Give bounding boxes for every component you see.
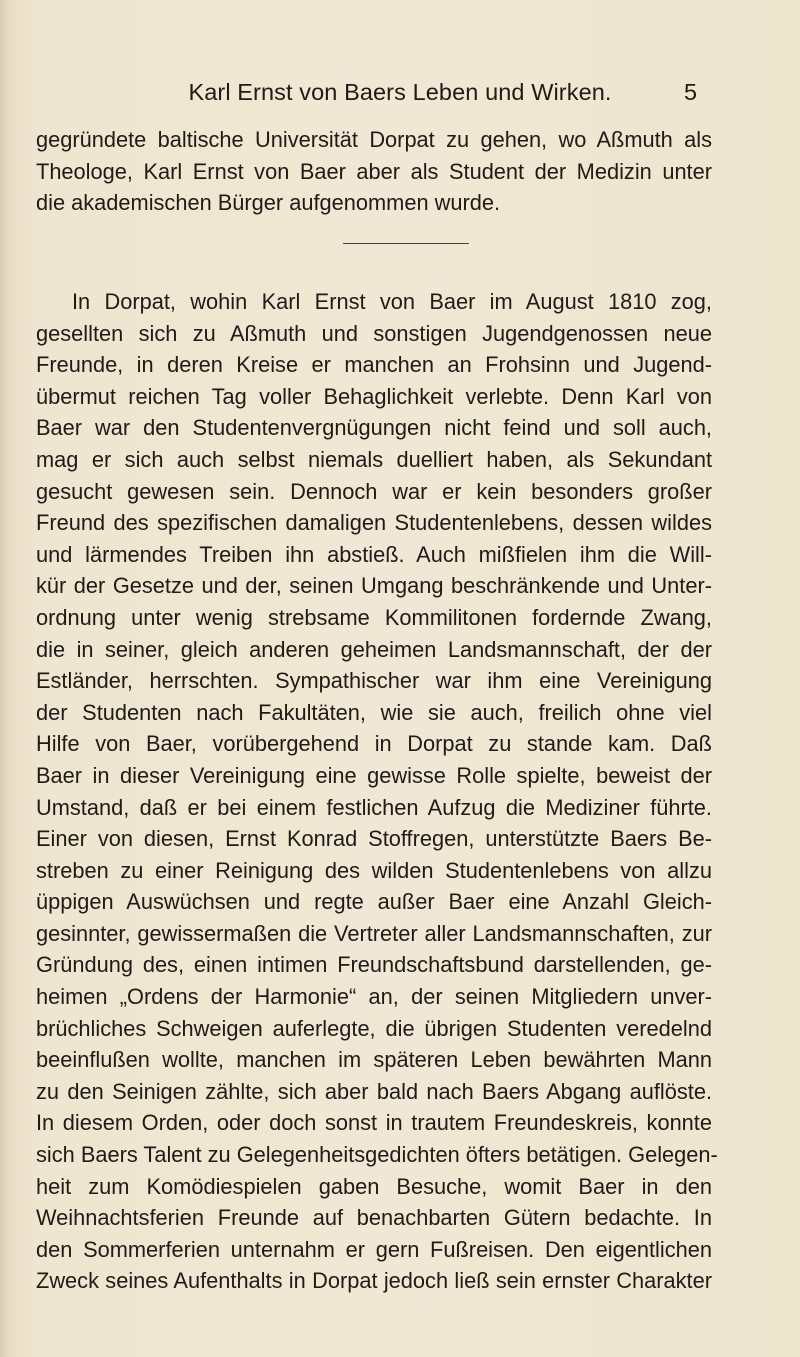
text-line: heimen „Ordens der Harmonie“ an, der seinen Mitgliedern unver- [36,984,712,1010]
paragraph-2 [36,286,718,1297]
paragraph-1 [36,124,712,219]
text-line: Baer in dieser Vereinigung eine gewisse Rolle spielte, beweist der [36,762,712,788]
text-line: Weihnachtsferien Freunde auf benachbarten Gütern bedachte. In [36,1205,712,1231]
text-line: sich Baers Talent zu Gelegenheitsgedichten öfters betätigen. Gelegen- [36,1142,718,1168]
running-title: Karl Ernst von Baers Leben und Wirken. [188,79,612,105]
text-line: ordnung unter wenig strebsame Kommilitonen fordernde Zwang, [36,604,712,630]
text-line: übermut reichen Tag voller Behaglichkeit verlebte. Denn Karl von [36,383,712,409]
text-line: heit zum Komödiespielen gaben Besuche, womit Baer in den [36,1173,712,1199]
text-line: Hilfe von Baer, vorübergehend in Dorpat zu stande kam. Daß [36,731,712,757]
text-line: streben zu einer Reinigung des wilden Studentenlebens von allzu [36,857,712,883]
text-line: Theologe, Karl Ernst von Baer aber als Student der Medizin unter [36,158,712,184]
text-line: Freunde, in deren Kreise er manchen an Frohsinn und Jugend- [36,352,712,378]
text-line: üppigen Auswüchsen und regte außer Baer eine Anzahl Gleich- [36,889,712,915]
page-header [0,74,800,110]
text-line: Estländer, herrschten. Sympathischer war ihm eine Vereinigung [36,668,712,694]
text-line: Umstand, daß er bei einem festlichen Aufzug die Mediziner führte. [36,794,712,820]
text-line: die in seiner, gleich anderen geheimen Landsmannschaft, der der [36,636,712,662]
section-divider [343,243,469,244]
text-line: In diesem Orden, oder doch sonst in trautem Freundeskreis, konnte [36,1110,712,1136]
text-line: brüchliches Schweigen auferlegte, die übrigen Studenten veredelnd [36,1015,712,1041]
text-line: die akademischen Bürger aufgenommen wurde. [36,190,501,216]
page-gutter-shadow [0,0,14,1357]
text-line: den Sommerferien unternahm er gern Fußreisen. Den eigentlichen [36,1236,712,1262]
text-line: beeinflußen wollte, manchen im späteren Leben bewährten Mann [36,1047,712,1073]
text-line: zu den Seinigen zählte, sich aber bald nach Baers Abgang auflöste. [36,1078,712,1104]
page-number: 5 [684,79,698,105]
text-line: kür der Gesetze und der, seinen Umgang beschränkende und Unter- [36,573,712,599]
text-line: gesinnter, gewissermaßen die Vertreter aller Landsmannschaften, zur [36,920,712,946]
text-line: gegründete baltische Universität Dorpat zu gehen, wo Aßmuth als [36,127,712,152]
text-line: mag er sich auch selbst niemals duelliert haben, als Sekundant [36,446,712,472]
text-line: Zweck seines Aufenthalts in Dorpat jedoch ließ sein ernster Charakter [36,1268,712,1294]
text-line: gesucht gewesen sein. Dennoch war er kein besonders großer [36,478,712,504]
text-line: und lärmendes Treiben ihn abstieß. Auch mißfielen ihm die Will- [36,541,712,567]
text-line: der Studenten nach Fakultäten, wie sie auch, freilich ohne viel [36,699,712,725]
text-line: Gründung des, einen intimen Freundschaftsbund darstellenden, ge- [36,952,712,978]
text-line: In Dorpat, wohin Karl Ernst von Baer im August 1810 zog, [72,289,712,314]
text-line: gesellten sich zu Aßmuth und sonstigen Jugendgenossen neue [36,320,712,346]
text-line: Freund des spezifischen damaligen Studentenlebens, dessen wildes [36,510,712,536]
text-line: Baer war den Studentenvergnügungen nicht feind und soll auch, [36,415,712,441]
text-line: Einer von diesen, Ernst Konrad Stoffregen, unterstützte Baers Be- [36,826,712,852]
